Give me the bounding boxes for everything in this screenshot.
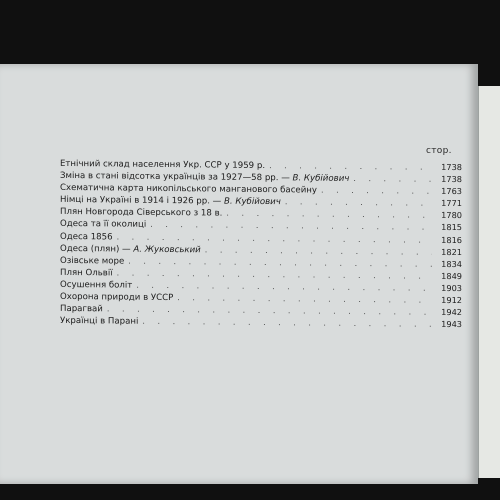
page-edge <box>478 86 500 478</box>
toc-entry-title: Одеса (плян) — А. Жуковський <box>60 243 201 256</box>
toc-entry-page: 1816 <box>441 234 462 245</box>
toc-entry-page: 1912 <box>441 294 462 306</box>
toc-entry-title: Німці на Україні в 1914 і 1926 рр. — В. Кубійович <box>60 195 281 208</box>
leader-dots <box>177 293 432 305</box>
toc-entry-title: Зміна в стані відсотка українців за 1927—58 рр. — В. Кубійович <box>60 170 350 185</box>
table-of-contents <box>60 160 462 329</box>
toc-entry <box>60 315 462 331</box>
toc-entry-page: 1943 <box>441 319 462 330</box>
toc-entry-page: 1849 <box>441 270 462 281</box>
leader-dots <box>269 161 432 172</box>
leader-dots <box>226 209 432 220</box>
toc-entry-title: Одеса та її околиці <box>60 219 147 231</box>
leader-dots <box>285 198 432 209</box>
leader-dots <box>353 174 432 184</box>
leader-dots <box>117 232 432 244</box>
toc-entry-title: Парагвай <box>60 304 103 315</box>
toc-entry-title: Охорона природи в УССР <box>60 291 174 304</box>
leader-dots <box>117 268 432 280</box>
leader-dots <box>205 245 432 256</box>
toc-entry-title: Одеса 1856 <box>60 231 113 243</box>
leader-dots <box>142 317 432 329</box>
toc-entry-page: 1821 <box>441 246 462 257</box>
page-column-header: стор. <box>426 146 452 156</box>
toc-entry-page: 1942 <box>441 307 462 318</box>
toc-entry-page: 1780 <box>441 210 462 221</box>
toc-entry-title: Озівське море <box>60 255 125 267</box>
toc-entry-title: Плян Ольвії <box>60 267 113 279</box>
toc-entry-title: Плян Новгорода Сіверського з 18 в. <box>60 207 223 219</box>
page-gap <box>478 64 500 86</box>
toc-entry-page: 1763 <box>441 186 462 197</box>
toc-entry-title: Етнічний склад населення Укр. ССР у 1959 р. <box>60 158 266 172</box>
toc-entry-title: Українці в Парані <box>60 316 139 327</box>
leader-dots <box>136 281 432 293</box>
toc-entry-page: 1738 <box>441 161 462 173</box>
toc-entry-page: 1903 <box>441 282 462 294</box>
toc-entry-page: 1834 <box>441 258 462 269</box>
leader-dots <box>150 220 432 232</box>
toc-entry-title: Осушення боліт <box>60 279 133 291</box>
toc-entry-title: Схематична карта никопільського манганового басейну <box>60 183 318 196</box>
toc-entry-page: 1815 <box>441 222 462 233</box>
toc-entry-page: 1771 <box>441 198 462 209</box>
leader-dots <box>128 256 432 268</box>
leader-dots <box>321 186 432 196</box>
toc-entry-page: 1738 <box>441 173 462 185</box>
